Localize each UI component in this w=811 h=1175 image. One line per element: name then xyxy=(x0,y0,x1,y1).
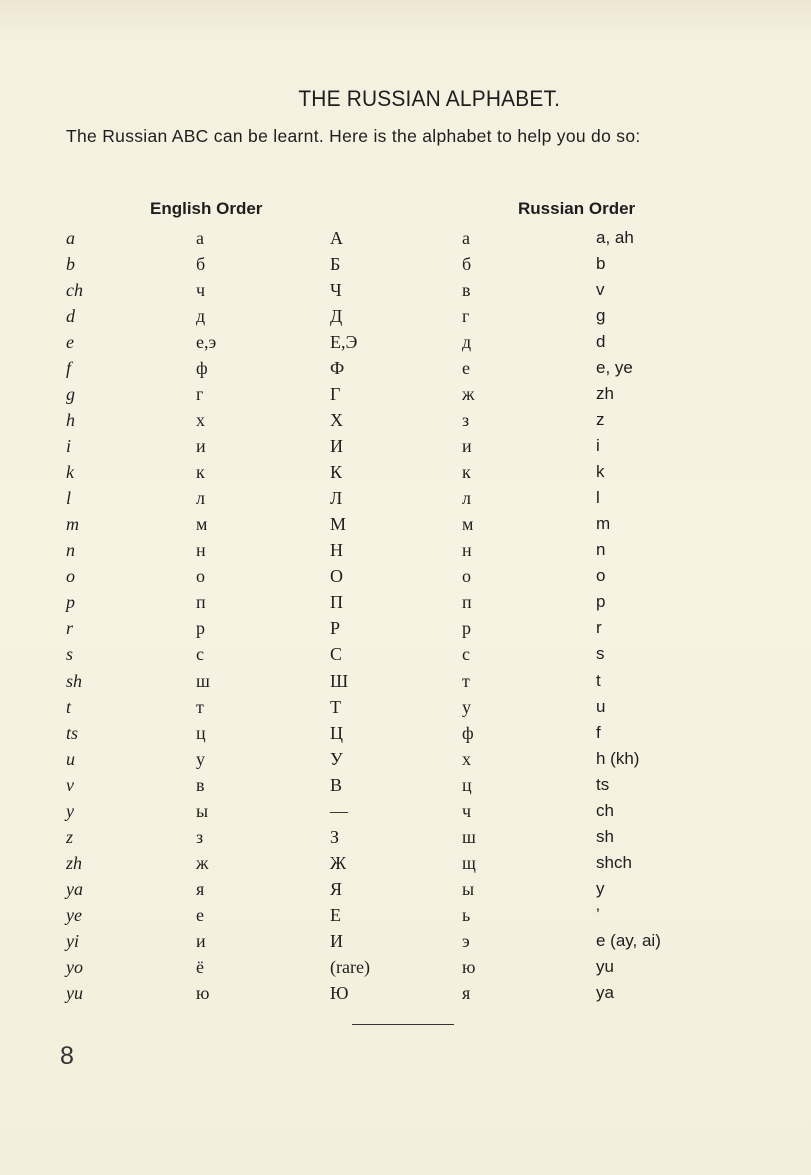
english-letter: ya xyxy=(66,878,83,899)
russian-order-sound: g xyxy=(596,306,606,326)
russian-uppercase: Р xyxy=(330,618,341,639)
table-row xyxy=(0,566,811,592)
russian-uppercase: И xyxy=(330,930,343,951)
russian-order-letter: г xyxy=(462,306,470,327)
russian-order-letter: я xyxy=(462,982,471,1003)
english-letter: r xyxy=(66,618,74,639)
english-letter: a xyxy=(66,228,75,248)
russian-order-letter: э xyxy=(462,930,470,951)
russian-order-sound: ch xyxy=(596,800,614,820)
english-letter: i xyxy=(66,436,72,457)
russian-order-letter: ф xyxy=(462,722,474,743)
russian-order-header: Russian Order xyxy=(518,199,636,218)
english-letter: yu xyxy=(66,982,83,1003)
russian-uppercase: М xyxy=(330,514,347,535)
russian-order-sound: e, ye xyxy=(596,358,633,378)
russian-uppercase: Ч xyxy=(330,280,342,301)
russian-lowercase: и xyxy=(196,436,206,457)
russian-uppercase: Е,Э xyxy=(330,332,358,353)
table-row xyxy=(0,514,811,540)
russian-lowercase: р xyxy=(196,618,205,639)
table-row xyxy=(0,228,811,254)
table-row xyxy=(0,644,811,670)
russian-order-letter: и xyxy=(462,436,472,457)
russian-order-sound: a, ah xyxy=(596,228,634,247)
russian-order-sound: u xyxy=(596,696,606,716)
russian-uppercase: Ш xyxy=(330,670,349,691)
english-letter: k xyxy=(66,462,74,483)
russian-order-letter: ц xyxy=(462,774,472,795)
russian-lowercase: л xyxy=(196,488,205,509)
english-letter: z xyxy=(66,826,74,847)
russian-order-letter: ш xyxy=(462,826,476,847)
russian-uppercase: З xyxy=(330,826,340,847)
russian-uppercase: Я xyxy=(330,878,343,899)
table-row xyxy=(0,957,811,983)
english-letter: f xyxy=(66,358,72,379)
table-row xyxy=(0,436,811,462)
russian-uppercase: В xyxy=(330,774,343,795)
russian-lowercase: о xyxy=(196,566,205,587)
russian-order-sound: p xyxy=(596,592,606,612)
russian-order-sound: z xyxy=(596,410,605,430)
table-row xyxy=(0,749,811,775)
russian-uppercase: Ю xyxy=(330,982,349,1003)
table-row xyxy=(0,931,811,957)
page-title: THE RUSSIAN ALPHABET. xyxy=(298,86,561,111)
russian-lowercase: т xyxy=(196,696,204,717)
table-row xyxy=(0,462,811,488)
russian-uppercase: Б xyxy=(330,254,341,275)
russian-uppercase: Ф xyxy=(330,358,345,379)
english-letter: yo xyxy=(66,956,83,977)
russian-uppercase: У xyxy=(330,748,343,769)
russian-order-sound: y xyxy=(596,878,605,898)
russian-lowercase: е,э xyxy=(196,332,217,353)
russian-order-sound: yu xyxy=(596,956,614,976)
table-row xyxy=(0,488,811,514)
russian-order-sound: v xyxy=(596,280,605,300)
table-row xyxy=(0,358,811,384)
russian-uppercase: О xyxy=(330,566,343,587)
english-letter: s xyxy=(66,644,74,665)
russian-lowercase: н xyxy=(196,540,206,561)
russian-lowercase: ц xyxy=(196,722,206,743)
table-row xyxy=(0,983,811,1009)
english-letter: u xyxy=(66,748,75,769)
russian-order-sound: b xyxy=(596,254,606,274)
russian-order-letter: с xyxy=(462,644,470,665)
russian-order-letter: ч xyxy=(462,800,472,821)
russian-order-letter: о xyxy=(462,566,471,587)
table-row xyxy=(0,827,811,853)
russian-lowercase: д xyxy=(196,306,206,327)
russian-order-letter: а xyxy=(462,228,470,248)
english-letter: zh xyxy=(66,852,83,873)
english-letter: m xyxy=(66,514,79,535)
russian-lowercase: ф xyxy=(196,358,208,379)
english-letter: b xyxy=(66,254,75,275)
russian-uppercase: К xyxy=(330,462,343,483)
table-row xyxy=(0,540,811,566)
table-row xyxy=(0,410,811,436)
russian-order-sound: zh xyxy=(596,384,614,404)
english-letter: yi xyxy=(66,930,79,951)
russian-uppercase: И xyxy=(330,436,343,457)
russian-uppercase: Л xyxy=(330,488,343,509)
russian-uppercase: Н xyxy=(330,540,343,561)
russian-order-sound: l xyxy=(596,488,600,508)
russian-order-sound: e (ay, ai) xyxy=(596,930,661,950)
russian-lowercase: в xyxy=(196,774,205,795)
russian-lowercase: ы xyxy=(196,800,209,821)
russian-uppercase: — xyxy=(330,800,348,821)
table-row xyxy=(0,879,811,905)
russian-uppercase: П xyxy=(330,592,343,613)
russian-order-letter: з xyxy=(462,410,470,431)
russian-order-sound: r xyxy=(596,618,602,638)
russian-uppercase: А xyxy=(330,228,343,248)
russian-order-sound: m xyxy=(596,514,611,534)
russian-lowercase: ж xyxy=(196,852,209,873)
english-letter: ch xyxy=(66,280,83,301)
english-letter: e xyxy=(66,332,74,353)
english-letter: ts xyxy=(66,722,79,743)
russian-uppercase: Т xyxy=(330,696,341,717)
russian-order-letter: ю xyxy=(462,956,476,977)
russian-lowercase: ч xyxy=(196,280,206,301)
russian-order-letter: т xyxy=(462,670,470,691)
russian-order-sound: ’ xyxy=(596,904,600,924)
english-letter: v xyxy=(66,774,74,795)
table-row xyxy=(0,332,811,358)
russian-order-letter: у xyxy=(462,696,471,717)
english-letter: n xyxy=(66,540,75,561)
table-row xyxy=(0,384,811,410)
page-number: 8 xyxy=(60,1042,74,1070)
russian-uppercase: Д xyxy=(330,306,343,327)
english-letter: y xyxy=(66,800,74,821)
russian-order-letter: щ xyxy=(462,852,476,873)
russian-order-letter: п xyxy=(462,592,472,613)
russian-order-sound: o xyxy=(596,566,606,586)
table-row xyxy=(0,618,811,644)
table-row xyxy=(0,801,811,827)
russian-order-sound: h (kh) xyxy=(596,748,640,768)
russian-lowercase: ё xyxy=(196,956,204,977)
english-order-header: English Order xyxy=(150,199,263,218)
russian-order-letter: х xyxy=(462,748,471,769)
russian-lowercase: м xyxy=(196,514,208,535)
russian-order-sound: sh xyxy=(596,826,614,846)
russian-order-letter: л xyxy=(462,488,471,509)
english-letter: g xyxy=(66,384,75,405)
table-row xyxy=(0,905,811,931)
intro-paragraph: The Russian ABC can be learnt. Here is the alphabet to help you do so: xyxy=(66,126,641,146)
russian-order-sound: i xyxy=(596,436,600,456)
russian-order-sound: d xyxy=(596,332,606,352)
english-letter: d xyxy=(66,306,75,327)
russian-order-letter: ь xyxy=(462,904,471,925)
russian-order-sound: ya xyxy=(596,982,614,1002)
russian-order-sound: s xyxy=(596,644,605,664)
russian-lowercase: а xyxy=(196,228,204,248)
english-letter: h xyxy=(66,410,75,431)
english-letter: sh xyxy=(66,670,83,691)
russian-order-letter: р xyxy=(462,618,471,639)
russian-lowercase: у xyxy=(196,748,205,769)
russian-uppercase: (rare) xyxy=(330,956,370,977)
table-row xyxy=(0,254,811,280)
table-row xyxy=(0,280,811,306)
russian-lowercase: п xyxy=(196,592,206,613)
table-row xyxy=(0,671,811,697)
russian-lowercase: и xyxy=(196,930,206,951)
table-row xyxy=(0,723,811,749)
russian-order-letter: б xyxy=(462,254,472,275)
russian-order-letter: н xyxy=(462,540,472,561)
russian-order-sound: n xyxy=(596,540,606,560)
russian-lowercase: е xyxy=(196,904,204,925)
divider-rule xyxy=(352,1024,454,1025)
russian-order-sound: t xyxy=(596,670,601,690)
russian-lowercase: я xyxy=(196,878,205,899)
table-row xyxy=(0,853,811,879)
russian-order-sound: ts xyxy=(596,774,610,794)
russian-order-letter: ы xyxy=(462,878,475,899)
russian-order-letter: в xyxy=(462,280,471,301)
russian-lowercase: б xyxy=(196,254,206,275)
russian-order-letter: д xyxy=(462,332,472,353)
russian-order-letter: к xyxy=(462,462,471,483)
russian-order-sound: k xyxy=(596,462,605,482)
english-letter: l xyxy=(66,488,72,509)
russian-lowercase: х xyxy=(196,410,205,431)
russian-lowercase: к xyxy=(196,462,205,483)
russian-order-sound: shch xyxy=(596,852,632,872)
russian-order-letter: м xyxy=(462,514,474,535)
russian-order-letter: ж xyxy=(462,384,475,405)
russian-uppercase: Х xyxy=(330,410,343,431)
english-letter: ye xyxy=(66,904,82,925)
table-row xyxy=(0,697,811,723)
table-row xyxy=(0,306,811,332)
russian-lowercase: с xyxy=(196,644,204,665)
table-row xyxy=(0,775,811,801)
russian-uppercase: Ц xyxy=(330,722,343,743)
russian-lowercase: з xyxy=(196,826,204,847)
russian-uppercase: С xyxy=(330,644,343,665)
russian-uppercase: Ж xyxy=(330,852,347,873)
russian-order-letter: е xyxy=(462,358,470,379)
english-letter: p xyxy=(66,592,75,613)
russian-lowercase: г xyxy=(196,384,204,405)
russian-uppercase: Г xyxy=(330,384,341,405)
russian-uppercase: Е xyxy=(330,904,341,925)
russian-order-sound: f xyxy=(596,722,601,742)
russian-lowercase: ш xyxy=(196,670,210,691)
english-letter: t xyxy=(66,696,72,717)
english-letter: o xyxy=(66,566,75,587)
table-row xyxy=(0,592,811,618)
russian-lowercase: ю xyxy=(196,982,210,1003)
